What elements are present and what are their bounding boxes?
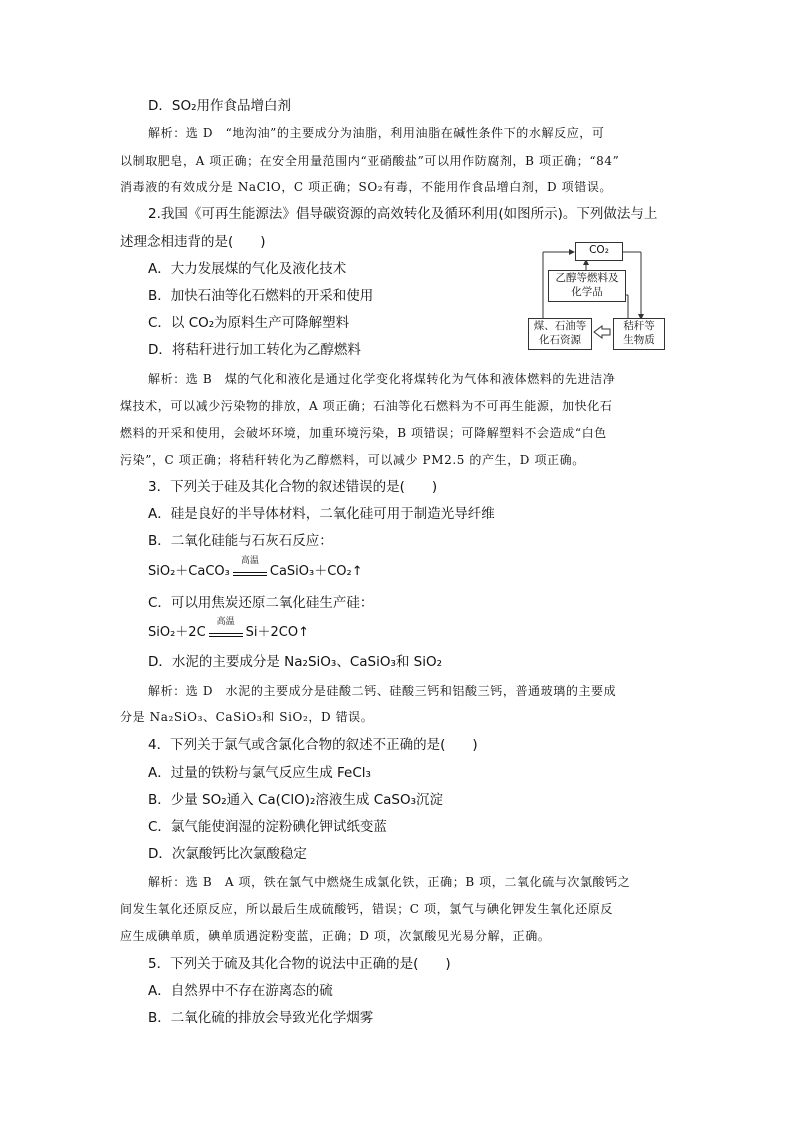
q2-explanation-line-1: 解析：选 B 煤的气化和液化是通过化学变化将煤转化为气体和液体燃料的先进洁净: [148, 372, 616, 386]
q3-option-b: B．二氧化硅能与石灰石反应：: [148, 533, 333, 549]
ethanol-box: [548, 270, 626, 302]
q1-option-d: D．SO₂用作食品增白剂: [148, 98, 292, 114]
q4-explanation-line-1: 解析：选 B A 项，铁在氯气中燃烧生成氯化铁，正确；B 项，二氧化硫与次氯酸钙之: [148, 875, 631, 889]
fossil-box-line-1: 煤、石油等: [533, 320, 587, 332]
q2-option-d: D．将秸秆进行加工转化为乙醇燃料: [148, 342, 361, 358]
q3-stem: 3．下列关于硅及其化合物的叙述错误的是( ): [148, 479, 438, 495]
equation-1-condition: 高温: [240, 555, 259, 566]
equation-1-arrow: [233, 555, 267, 581]
q3-option-c: C．可以用焦炭还原二氧化硅生产硅：: [148, 595, 374, 611]
q2-explanation-line-3: 燃料的开采和使用，会破坏环境，加重环境污染，B 项错误；可降解塑料不会造成“白色: [120, 426, 607, 440]
q2-explanation-line-2: 煤技术，可以减少污染物的排放，A 项正确；石油等化石燃料为不可再生能源，加快化石: [120, 399, 613, 413]
q2-stem-line-1: 2.我国《可再生能源法》倡导碳资源的高效转化及循环利用(如图所示)。下列做法与上: [148, 206, 658, 222]
q4-explanation-line-3: 应生成碘单质，碘单质遇淀粉变蓝，正确；D 项，次氯酸见光易分解，正确。: [120, 929, 551, 943]
ethanol-box-line-1: 乙醇等燃料及: [555, 272, 619, 284]
fossil-box-line-2: 化石资源: [539, 334, 581, 346]
q3-option-a: A．硅是良好的半导体材料，二氧化硅可用于制造光导纤维: [148, 506, 495, 522]
q4-stem: 4．下列关于氯气或含氯化合物的叙述不正确的是( ): [148, 737, 478, 753]
fossil-box: [528, 318, 592, 350]
q1-explanation-line-3: 消毒液的有效成分是 NaClO，C 项正确；SO₂有毒，不能用作食品增白剂，D 项错误。: [120, 180, 613, 194]
q3-equation-2: [148, 616, 309, 644]
q4-option-a: A．过量的铁粉与氯气反应生成 FeCl₃: [148, 765, 371, 781]
equation-2-condition: 高温: [216, 616, 235, 627]
q3-explanation-line-2: 分是 Na₂SiO₃、CaSiO₃和 SiO₂，D 错误。: [120, 710, 374, 724]
equation-2-products: Si＋2CO↑: [245, 625, 309, 640]
equation-2-arrow: [209, 616, 243, 642]
q4-option-d: D．次氯酸钙比次氯酸稳定: [148, 846, 307, 862]
q5-stem: 5．下列关于硫及其化合物的说法中正确的是( ): [148, 956, 451, 972]
q4-option-b: B．少量 SO₂通入 Ca(ClO)₂溶液生成 CaSO₃沉淀: [148, 792, 443, 808]
equation-1-reactants: SiO₂＋CaCO₃: [148, 564, 230, 579]
q1-explanation-line-2: 以制取肥皂，A 项正确；在安全用量范围内“亚硝酸盐”可以用作防腐剂，B 项正确；“84”: [120, 154, 620, 168]
carbon-cycle-diagram: [528, 240, 668, 355]
straw-box: [613, 318, 665, 350]
q2-option-c: C．以 CO₂为原料生产可降解塑料: [148, 315, 350, 331]
equation-1-products: CaSiO₃＋CO₂↑: [269, 564, 363, 579]
ethanol-box-line-2: 化学品: [571, 286, 603, 298]
q2-option-a: A．大力发展煤的气化及液化技术: [148, 261, 347, 277]
q3-explanation-line-1: 解析：选 D 水泥的主要成分是硅酸二钙、硅酸三钙和铝酸三钙，普通玻璃的主要成: [148, 684, 617, 698]
q1-explanation-line-1: 解析：选 D “地沟油”的主要成分为油脂，利用油脂在碱性条件下的水解反应，可: [148, 126, 605, 140]
q2-explanation-line-4: 污染”，C 项正确；将秸秆转化为乙醇燃料，可以减少 PM2.5 的产生，D 项正确。: [120, 453, 585, 467]
straw-box-line-1: 秸秆等: [623, 320, 655, 332]
q4-explanation-line-2: 间发生氧化还原反应，所以最后生成硫酸钙，错误；C 项，氯气与碘化钾发生氧化还原反: [120, 902, 613, 916]
q4-option-c: C．氯气能使润湿的淀粉碘化钾试纸变蓝: [148, 819, 387, 835]
q3-equation-1: [148, 555, 363, 583]
q5-option-a: A．自然界中不存在游离态的硫: [148, 983, 333, 999]
q3-option-d: D．水泥的主要成分是 Na₂SiO₃、CaSiO₃和 SiO₂: [148, 654, 443, 670]
q5-option-b: B．二氧化硫的排放会导致光化学烟雾: [148, 1010, 374, 1026]
straw-box-line-2: 生物质: [623, 334, 655, 346]
q2-option-b: B．加快石油等化石燃料的开采和使用: [148, 288, 374, 304]
q2-stem-line-2: 述理念相违背的是( ): [120, 234, 266, 250]
co2-box: CO₂: [575, 242, 623, 261]
equation-2-reactants: SiO₂＋2C: [148, 625, 206, 640]
